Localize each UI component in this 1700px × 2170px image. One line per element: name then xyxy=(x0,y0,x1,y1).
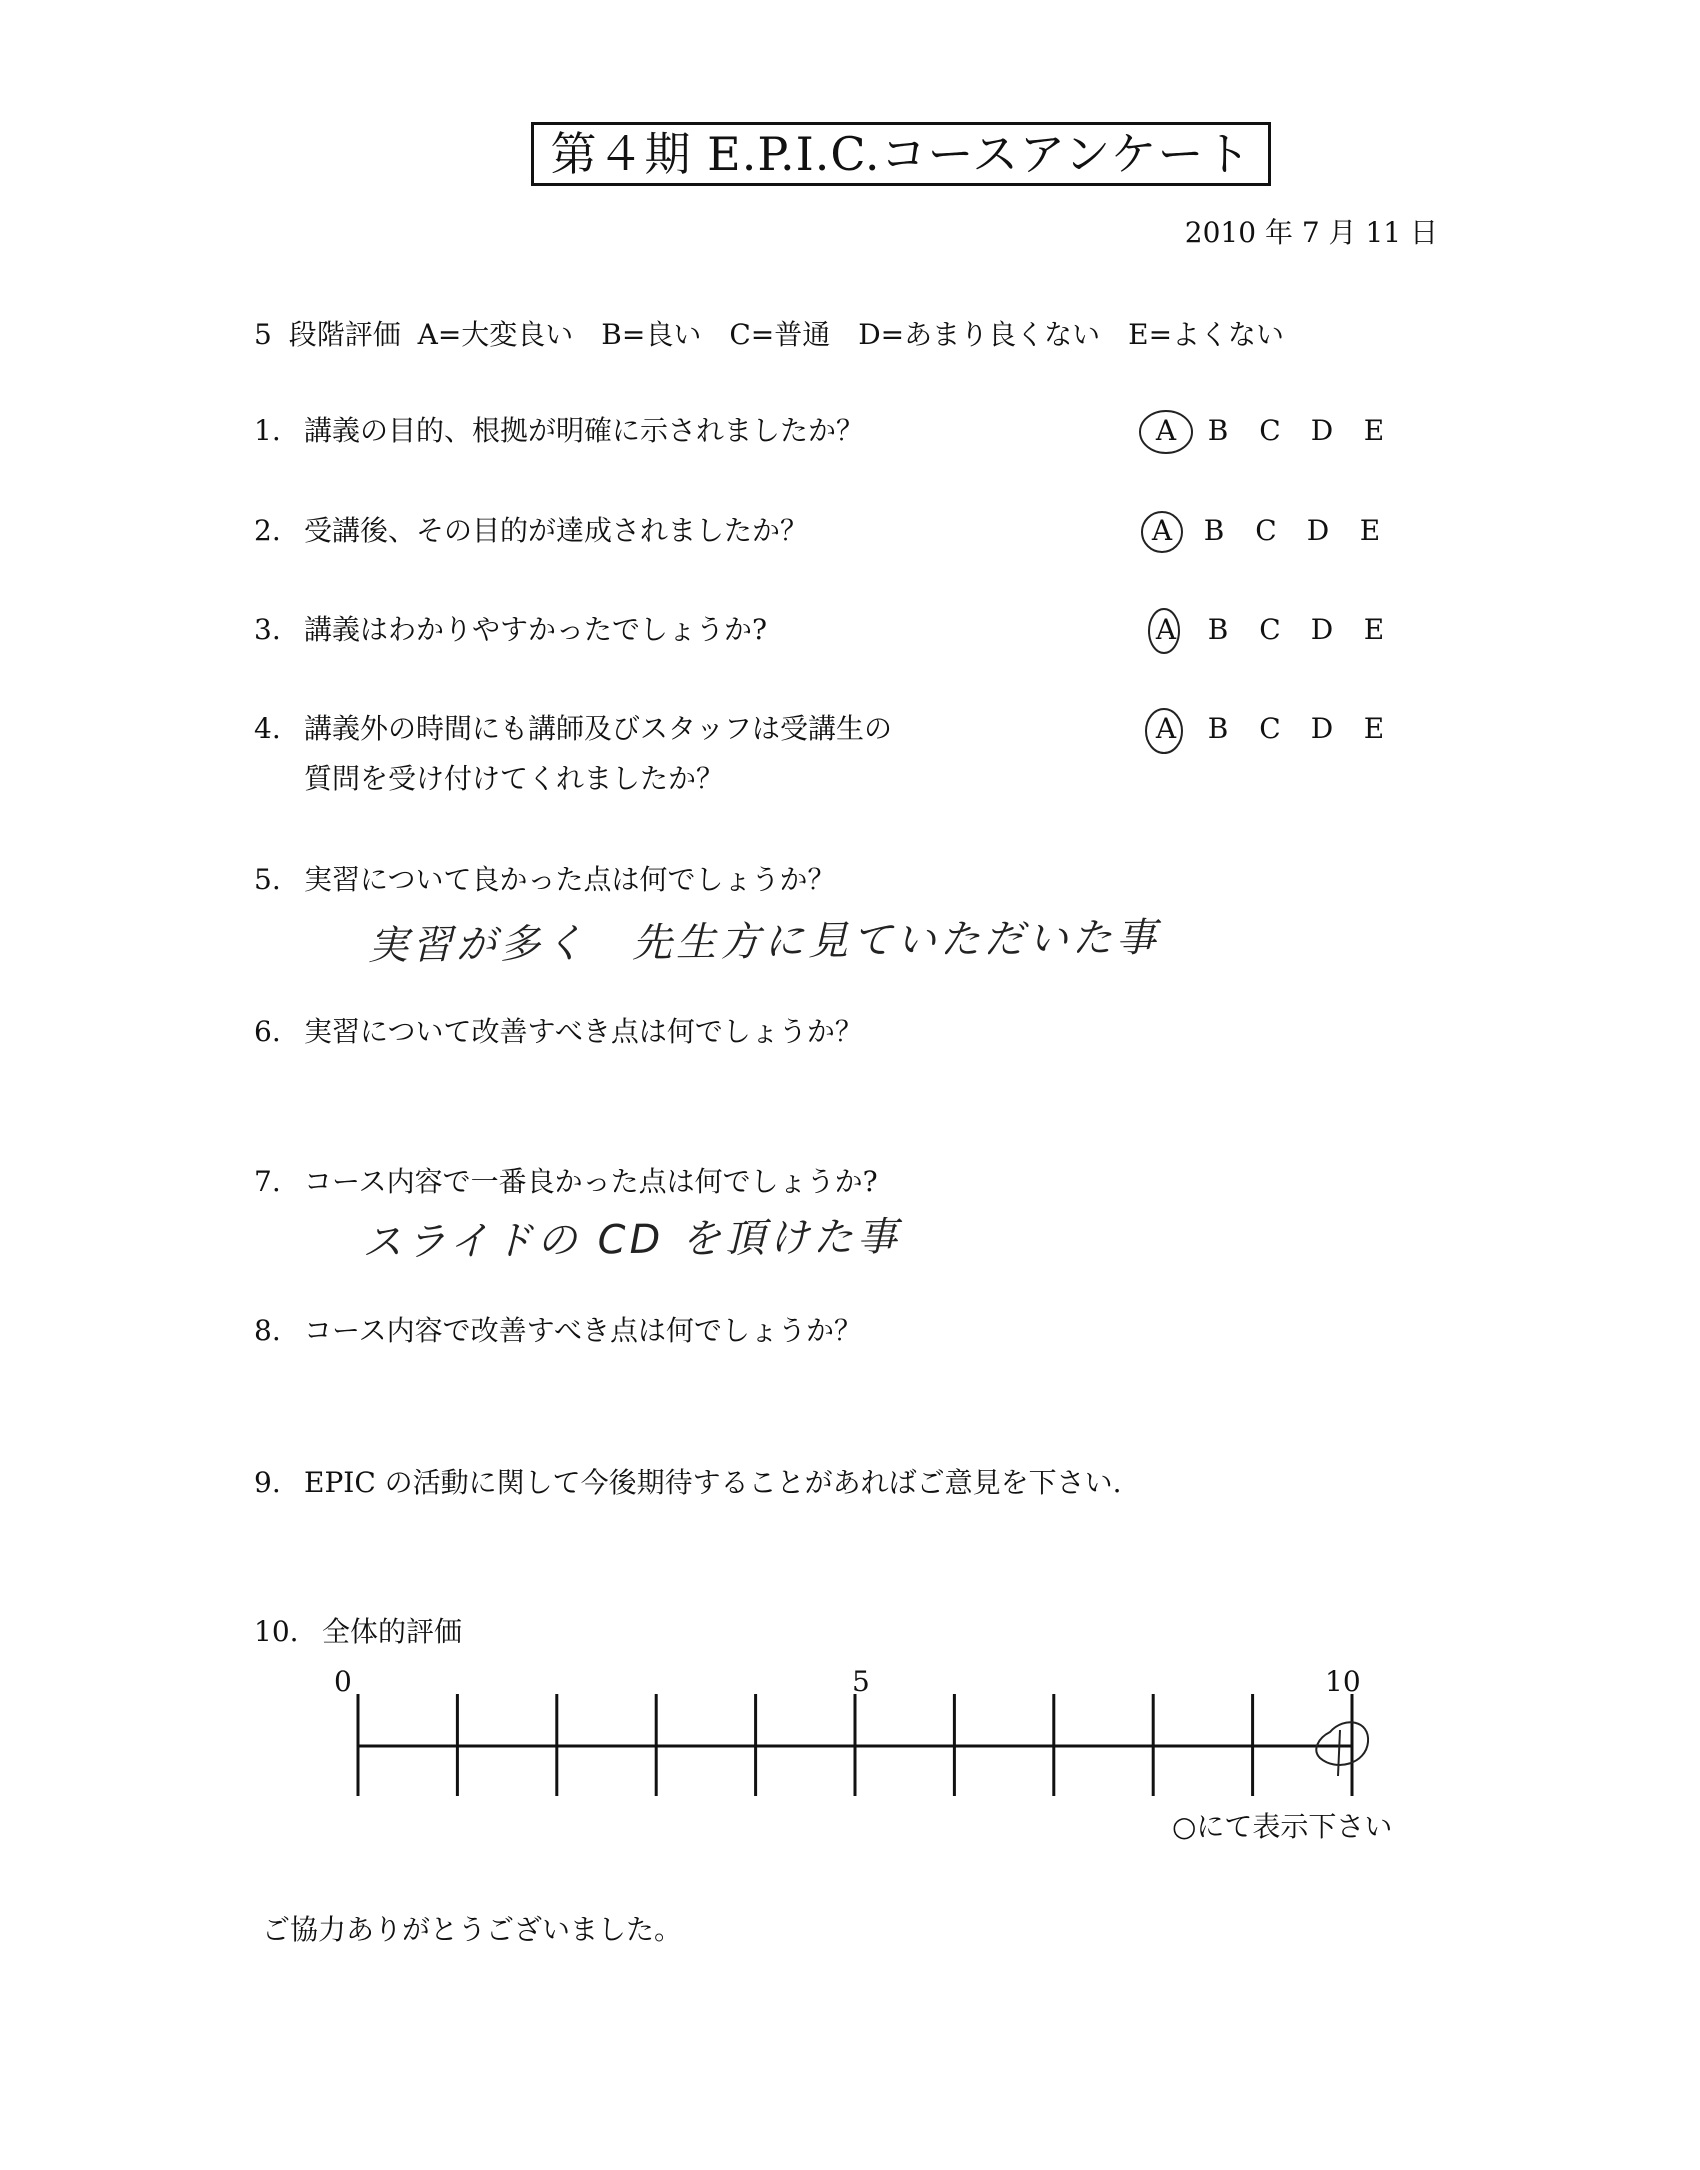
question-text: 受講後、その目的が達成されましたか？ xyxy=(304,514,809,547)
question-number: 1. xyxy=(254,414,281,447)
question-6 xyxy=(254,1007,863,1057)
question-number: 7. xyxy=(254,1165,281,1198)
selected-circle-mark xyxy=(1144,606,1186,662)
grade-option-a[interactable]: A xyxy=(1151,514,1173,547)
question-text: コース内容で改善すべき点は何でしょうか？ xyxy=(304,1314,863,1347)
question-number: 2. xyxy=(254,514,281,547)
question-text: 実習について良かった点は何でしょうか？ xyxy=(304,863,836,896)
grade-option-b[interactable]: B xyxy=(1207,712,1229,745)
scale-label-10: 10 xyxy=(1325,1665,1361,1698)
scale-label-0: 0 xyxy=(334,1665,352,1698)
selected-circle-mark xyxy=(1138,508,1188,558)
handwritten-answer-5: 実習が多く 先生方に見ていただいた事 xyxy=(367,914,1161,970)
closing-thanks: ご協力ありがとうございました。 xyxy=(262,1913,683,1946)
question-3 xyxy=(254,605,767,655)
grade-option-a[interactable]: A xyxy=(1155,414,1177,447)
question-text: 講義外の時間にも講師及びスタッフは受講生の xyxy=(304,712,893,745)
grade-option-b[interactable]: B xyxy=(1207,414,1229,447)
overall-rating-scale xyxy=(340,1690,1390,1810)
question-text-continued: 質問を受け付けてくれましたか？ xyxy=(304,762,725,795)
question-8 xyxy=(254,1306,862,1356)
grade-option-e[interactable]: E xyxy=(1363,613,1385,646)
question-4 xyxy=(254,704,892,804)
question-1 xyxy=(254,406,864,456)
grade-option-e[interactable]: E xyxy=(1359,514,1381,547)
question-7 xyxy=(254,1157,878,1207)
survey-date: 2010 年 7 月 11 日 xyxy=(1184,216,1438,249)
scale-label-5: 5 xyxy=(852,1665,870,1698)
grade-option-c[interactable]: C xyxy=(1259,613,1281,646)
grade-option-a[interactable]: A xyxy=(1155,712,1177,745)
question-text: コース内容で一番良かった点は何でしょうか? xyxy=(304,1165,878,1198)
grade-option-a[interactable]: A xyxy=(1155,613,1177,646)
question-number: 6. xyxy=(254,1015,281,1048)
grade-option-d[interactable]: D xyxy=(1310,414,1334,447)
question-text: 全体的評価 xyxy=(322,1615,463,1648)
question-number: 10. xyxy=(254,1615,299,1648)
grade-option-c[interactable]: C xyxy=(1259,414,1281,447)
grade-option-e[interactable]: E xyxy=(1363,414,1385,447)
selected-rating-circle xyxy=(1316,1722,1368,1776)
question-number: 5. xyxy=(254,863,281,896)
grade-option-c[interactable]: C xyxy=(1259,712,1281,745)
question-text: 実習について改善すべき点は何でしょうか？ xyxy=(304,1015,863,1048)
page-title: 第４期 E.P.I.C.コースアンケート xyxy=(531,122,1271,186)
selected-circle-mark xyxy=(1136,406,1196,460)
grade-option-e[interactable]: E xyxy=(1363,712,1385,745)
grade-option-c[interactable]: C xyxy=(1255,514,1277,547)
grade-option-b[interactable]: B xyxy=(1203,514,1225,547)
handwritten-answer-7: スライドの CD を頂けた事 xyxy=(361,1214,902,1266)
grade-option-d[interactable]: D xyxy=(1310,712,1334,745)
question-text: EPIC の活動に関して今後期待することがあればご意見を下さい. xyxy=(304,1466,1122,1499)
question-2 xyxy=(254,506,808,556)
question-number: 4. xyxy=(254,712,281,745)
question-9 xyxy=(254,1458,1122,1508)
question-5 xyxy=(254,855,835,905)
scale-instruction-note: ○にて表示下さい xyxy=(1172,1810,1393,1843)
question-text: 講義の目的、根拠が明確に示されましたか？ xyxy=(304,414,865,447)
grade-option-d[interactable]: D xyxy=(1310,613,1334,646)
question-number: 3. xyxy=(254,613,281,646)
selected-circle-mark xyxy=(1140,704,1188,760)
grade-option-b[interactable]: B xyxy=(1207,613,1229,646)
question-number: 9. xyxy=(254,1466,281,1499)
question-10 xyxy=(254,1607,462,1657)
grade-option-d[interactable]: D xyxy=(1306,514,1330,547)
question-text: 講義はわかりやすかったでしょうか? xyxy=(304,613,768,646)
grading-scale-legend: 5 段階評価 A=大変良い B=良い C=普通 D=あまり良くない E=よくない xyxy=(254,318,1285,351)
question-number: 8. xyxy=(254,1314,281,1347)
